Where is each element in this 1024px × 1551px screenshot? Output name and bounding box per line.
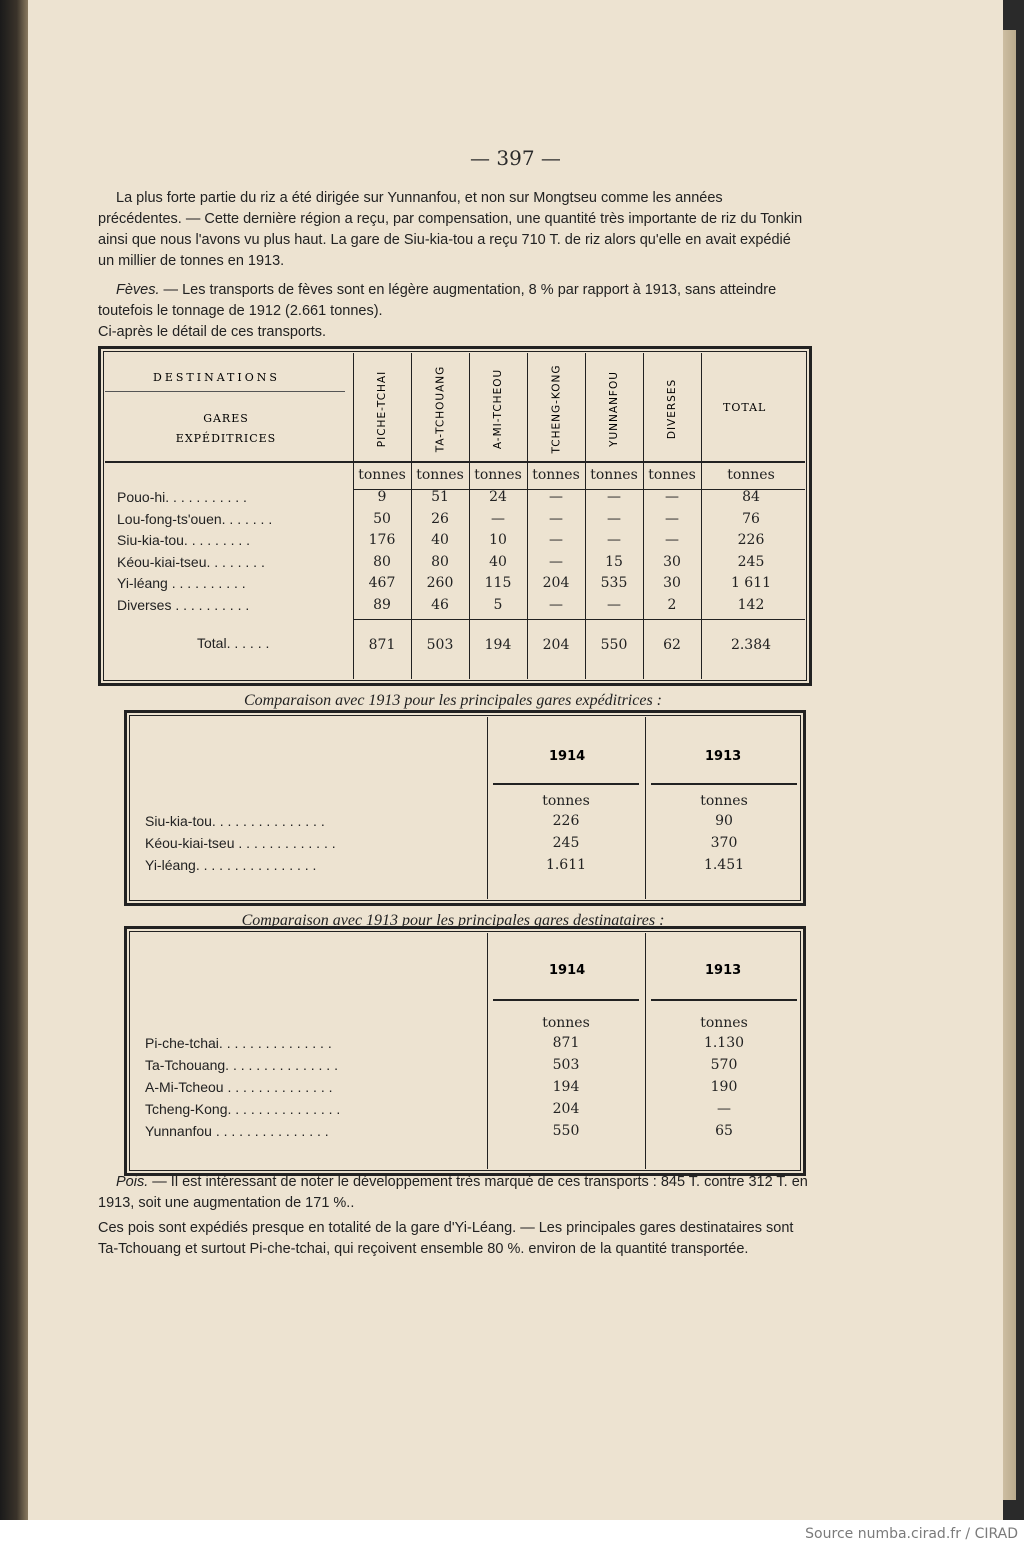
page-number: — 397 — [470,146,561,170]
table-cell: 10 [489,532,507,548]
value-1914: 503 [552,1057,580,1073]
table-cell: — [665,510,679,527]
year-1913: 1913 [705,963,742,978]
table-cell: 5 [493,596,503,613]
table-cell: — [607,596,621,613]
paragraph-4 [98,1172,808,1214]
value-1914: 550 [552,1123,580,1139]
total-cell: 2.384 [730,637,772,653]
row-label: A-Mi-Tcheou . . . . . . . . . . . . . . [145,1079,333,1095]
table-cell: — [665,489,679,505]
row-label: Kéou-kiai-tseu. . . . . . . . [117,553,265,570]
row-label: Lou-fong-ts'ouen. . . . . . . [117,510,273,527]
paragraph-5: Ces pois sont expédiés presque en totalité de la gare d'Yi-Léang. — Les principales gares destinataires sont Ta-Tchouang et surtout Pi-che-tchai, qui reçoivent ensemble 80 %. environ de la quantité transportée. [98,1220,794,1257]
value-1913: 570 [710,1057,738,1073]
row-label: Pi-che-tchai. . . . . . . . . . . . . . . [145,1035,332,1051]
unit-label: tonnes [590,467,638,483]
header-divider [105,391,345,392]
unit-label: tonnes [700,1015,748,1031]
row-label: Yi-léang . . . . . . . . . . [117,575,246,591]
header-destinations: DESTINATIONS [153,371,280,384]
table-cell: 46 [431,596,449,613]
unit-label: tonnes [648,467,696,483]
col-header-tcheng-kong: TCHENG-KONG [550,364,563,454]
unit-label: tonnes [727,467,775,483]
book-binding [0,0,28,1551]
value-1913: — [717,1101,731,1117]
value-1914: 204 [552,1101,580,1117]
year-1913: 1913 [705,749,742,764]
table-cell: 40 [431,532,449,548]
table-cell: 15 [605,553,623,570]
table-cell: — [549,510,563,527]
value-1914: 226 [552,813,580,829]
row-label: Kéou-kiai-tseu . . . . . . . . . . . . . [145,835,336,851]
table-cell: — [549,489,563,505]
source-credit: Source numba.cirad.fr / CIRAD [805,1526,1018,1542]
comparison-expeditrices-table [124,710,806,906]
table-cell: 260 [426,575,454,591]
value-1913: 65 [715,1123,733,1139]
pois-text: — Il est intéressant de noter le développement très marqué de ces transports : 845 T. contre 312 T. en 1913, soit une augmentation de 171 %.. [98,1174,808,1211]
comparison-destinataires-table [124,926,806,1176]
row-label: Tcheng-Kong. . . . . . . . . . . . . . . [145,1101,341,1117]
table-cell: 245 [737,553,765,570]
total-label: Total. . . . . . [197,635,270,651]
row-label: Siu-kia-tou. . . . . . . . . [117,532,251,548]
value-1913: 1.451 [703,857,745,873]
col-header-total: TOTAL [723,401,767,414]
unit-label: tonnes [474,467,522,483]
value-1914: 871 [552,1035,580,1051]
paragraph-2 [98,280,808,322]
row-label: Yi-léang. . . . . . . . . . . . . . . . [145,857,317,873]
feves-lead: Fèves. [116,282,160,298]
table-cell: 535 [600,575,628,591]
total-cell: 62 [663,637,681,653]
caption-expeditrices: Comparaison avec 1913 pour les principales gares expéditrices : [243,692,662,709]
caption-destinataires: Comparaison avec 1913 pour les principales gares destinataires : [241,912,665,929]
table-cell: 467 [368,575,396,591]
table-cell: 80 [431,553,449,570]
value-1914: 1.611 [545,857,587,873]
table-cell: — [549,532,563,548]
row-label: Yunnanfou . . . . . . . . . . . . . . . [145,1123,329,1139]
table-cell: 89 [373,596,391,613]
row-label: Ta-Tchouang. . . . . . . . . . . . . . . [145,1057,338,1073]
paragraph-pois-detail [98,1218,808,1260]
unit-label: tonnes [416,467,464,483]
table-cell: 51 [431,489,449,505]
unit-label: tonnes [542,1015,590,1031]
row-label: Diverses . . . . . . . . . . [117,596,250,613]
total-cell: 503 [426,637,454,653]
row-label: Siu-kia-tou. . . . . . . . . . . . . . . [145,813,325,829]
value-1913: 370 [710,835,738,851]
paragraph-riz [98,188,808,272]
col-header-yunnanfou: YUNNANFOU [608,371,620,447]
unit-label: tonnes [542,793,590,809]
total-cell: 204 [542,637,570,653]
value-1914: 245 [552,835,580,851]
total-cell: 194 [484,637,512,653]
table-cell: 26 [431,510,449,527]
paragraph-3: Ci-après le détail de ces transports. [98,324,327,340]
row-label: Pouo-hi. . . . . . . . . . . [117,489,247,505]
table-cell: 9 [377,489,387,505]
table-cell: 40 [489,553,507,570]
table-cell: 30 [663,553,681,570]
unit-label: tonnes [532,467,580,483]
table-cell: 1 611 [730,575,772,591]
table-cell: 84 [742,489,760,505]
paragraph-detail [98,322,808,343]
table-cell: — [491,510,505,527]
main-transport-table [98,346,812,686]
year-1914: 1914 [549,963,586,978]
table-cell: — [607,532,621,548]
col-header-a-mi-tcheou: A-MI-TCHEOU [492,368,504,450]
col-header-ta-tchouang: TA-TCHOUANG [434,365,446,453]
unit-label: tonnes [700,793,748,809]
col-header-diverses: DIVERSES [666,378,679,440]
table-cell: 115 [484,575,512,591]
table-cell: 80 [373,553,391,570]
paragraph-1: La plus forte partie du riz a été dirigée sur Yunnanfou, et non sur Mongtseu comme les années précédentes. — Cette dernière région a reçu, par compensation, une quantité très importante de riz du Tonkin ainsi que nous l'avons vu plus haut. La gare de Siu-kia-tou a reçu 710 T. de riz alors qu'elle en avait expédié un millier de tonnes en 1913. [98,190,803,269]
unit-label: tonnes [358,467,406,483]
table-cell: 204 [542,575,570,591]
feves-text: — Les transports de fèves sont en légère augmentation, 8 % par rapport à 1913, sans atteindre toutefois le tonnage de 1912 (2.661 tonnes). [98,282,777,319]
table-cell: 30 [663,575,681,591]
value-1914: 194 [552,1079,580,1095]
total-cell: 871 [368,637,396,653]
header-gares-expeditrices: GARES EXPÉDITRICES [175,412,277,445]
value-1913: 190 [710,1079,738,1095]
value-1913: 1.130 [703,1035,745,1051]
value-1913: 90 [715,813,733,829]
table-cell: — [665,532,679,548]
table-cell: 50 [373,510,391,527]
col-header-piche-tchai: PICHE-TCHAI [376,370,389,448]
table-cell: 226 [737,532,765,548]
table-cell: — [549,596,563,613]
paragraph-pois [98,1172,808,1214]
year-1914: 1914 [549,749,586,764]
paragraph-feves [98,280,808,322]
table-cell: 24 [489,489,507,505]
table-cell: — [549,553,563,570]
total-cell: 550 [600,637,628,653]
table-cell: 142 [737,596,765,613]
document-page [28,0,1003,1520]
table-cell: 76 [742,510,760,527]
table-cell: 176 [368,532,396,548]
pois-lead: Pois. [116,1174,149,1190]
table-cell: 2 [667,596,677,613]
table-cell: — [607,510,621,527]
table-cell: — [607,489,621,505]
